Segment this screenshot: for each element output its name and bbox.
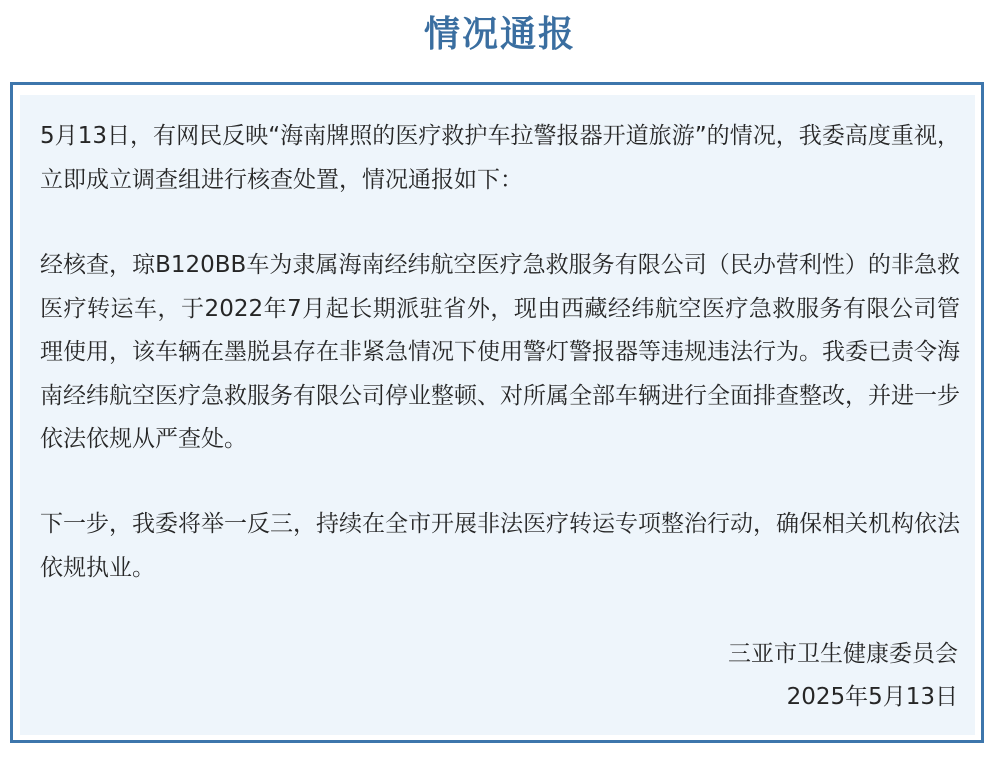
notice-paragraph-intro: 5月13日，有网民反映“海南牌照的医疗救护车拉警报器开道旅游”的情况，我委高度重视，立即成立调查组进行核查处置，情况通报如下： (40, 123, 960, 193)
notice-paragraph-next-steps: 下一步，我委将举一反三，持续在全市开展非法医疗转运专项整治行动，确保相关机构依法依规执业。 (40, 511, 960, 581)
signature-organization: 三亚市卫生健康委员会 (728, 641, 958, 667)
notice-paragraph-findings: 经核查，琼B120BB车为隶属海南经纬航空医疗急救服务有限公司（民办营利性）的非急救医疗转运车，于2022年7月起长期派驻省外，现由西藏经纬航空医疗急救服务有限公司管理使用，该车辆在墨脱县存在非紧急情况下使用警灯警报器等违规违法行为。我委已责令海南经纬航空医疗急救服务有限公司停业整顿、对所属全部车辆进行全面排查整改，并进一步依法依规从严查处。 (40, 252, 960, 452)
signature-date: 2025年5月13日 (786, 684, 958, 710)
notice-title: 情况通报 (423, 14, 576, 55)
